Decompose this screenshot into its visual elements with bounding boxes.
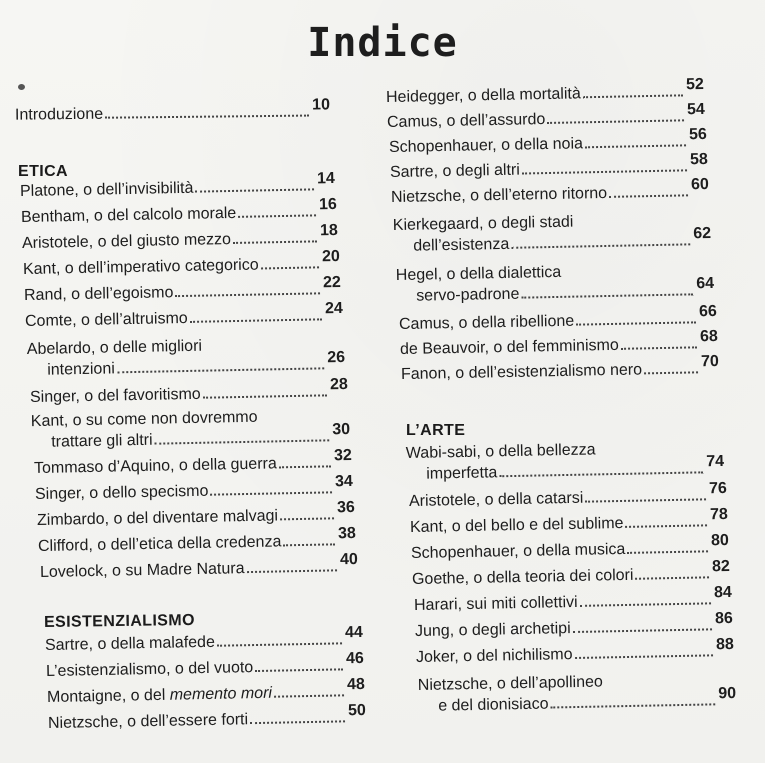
entry-page: 10 [312, 96, 331, 114]
toc-entry[interactable] [31, 405, 351, 453]
page-title: Indice [307, 20, 458, 66]
entry-title-line1: Abelardo, o delle migliori [26, 337, 203, 359]
toc-entry[interactable] [20, 195, 337, 228]
toc-entry[interactable] [33, 446, 352, 479]
entry-title: Clifford, o dell’etica della credenza [37, 533, 282, 556]
entry-title: Schopenhauer, o della noia [388, 135, 584, 157]
dot-leader [233, 240, 317, 244]
dot-leader [609, 194, 688, 198]
entry-title: Tommaso d’Aquino, o della guerra [33, 455, 277, 478]
toc-entry[interactable] [413, 583, 732, 616]
entry-page: 76 [708, 479, 727, 498]
toc-entry[interactable] [396, 259, 715, 307]
entry-title: Sartre, o della malafede [44, 633, 216, 655]
entry-page: 34 [334, 472, 353, 491]
dot-leader [547, 119, 684, 124]
entry-title-line2: e del dionisiaco [438, 695, 549, 715]
ink-speck [18, 84, 25, 90]
toc-entry[interactable] [45, 649, 364, 682]
entry-title: Comte, o dell’altruismo [24, 309, 188, 331]
dot-leader [210, 491, 332, 495]
entry-page: 62 [693, 224, 712, 243]
entry-page: 16 [318, 195, 337, 214]
toc-entry[interactable] [44, 623, 363, 656]
toc-entry[interactable] [409, 505, 728, 538]
entry-page: 22 [322, 273, 341, 292]
entry-title: Rand, o dell’egoismo [23, 284, 174, 305]
toc-entry-introduzione[interactable] [14, 96, 331, 125]
toc-entry[interactable] [21, 221, 338, 254]
dot-leader [583, 94, 683, 98]
toc-entry[interactable] [47, 701, 366, 734]
dot-leader [261, 266, 320, 269]
entry-page: 18 [319, 221, 338, 240]
entry-page: 32 [333, 446, 352, 465]
dot-leader [255, 668, 343, 672]
entry-title-line2: servo-padrone [416, 285, 520, 305]
dot-leader [175, 292, 320, 297]
entry-page: 38 [337, 524, 356, 543]
entry-page: 78 [709, 505, 728, 524]
entry-page: 28 [329, 375, 348, 394]
entry-page: 44 [344, 623, 363, 642]
toc-entry[interactable] [36, 498, 355, 531]
entry-page: 88 [715, 635, 734, 654]
entry-title: de Beauvoir, o del femminismo [399, 336, 619, 359]
toc-entry[interactable] [389, 150, 708, 183]
toc-entry[interactable] [23, 273, 341, 306]
entry-page: 80 [710, 531, 729, 550]
entry-title: Singer, o del favoritismo [29, 385, 201, 407]
entry-title: Goethe, o della teoria dei colori [411, 566, 634, 589]
toc-entry[interactable] [29, 375, 348, 408]
dot-leader [551, 703, 716, 708]
toc-entry[interactable] [46, 675, 365, 708]
toc-entry[interactable] [414, 609, 733, 642]
entry-page: 82 [711, 557, 730, 576]
dot-leader [511, 243, 690, 248]
dot-leader [521, 293, 693, 298]
entry-title-line1: Kierkegaard, o degli stadi [392, 213, 574, 235]
dot-leader [585, 144, 686, 148]
dot-leader [238, 214, 316, 217]
dot-leader [203, 394, 327, 398]
entry-title-line1: Kant, o su come non dovremmo [30, 408, 258, 431]
toc-entry[interactable] [27, 333, 346, 381]
entry-page: 66 [698, 302, 717, 321]
dot-leader [644, 371, 698, 374]
dot-leader [580, 602, 712, 607]
entry-title: Platone, o dell’invisibilità [19, 179, 194, 201]
entry-page: 70 [700, 352, 719, 371]
dot-leader [117, 367, 325, 373]
toc-entry[interactable] [34, 472, 353, 505]
entry-title: Harari, sui miti collettivi [413, 593, 578, 615]
dot-leader [217, 642, 342, 646]
toc-entry[interactable] [408, 479, 727, 512]
entry-title-line2: intenzioni [47, 360, 115, 379]
entry-page: 84 [713, 583, 732, 602]
entry-title [47, 683, 272, 708]
toc-entry[interactable] [39, 550, 358, 583]
toc-entry[interactable] [398, 302, 717, 335]
entry-title: Singer, o dello specismo [34, 482, 209, 504]
dot-leader [621, 346, 697, 349]
entry-title-prefix: Montaigne, o del [46, 686, 170, 707]
entry-page: 14 [316, 169, 335, 188]
entry-title: Kant, o del bello e del sublime [409, 514, 624, 537]
entry-title: Kant, o dell’imperativo categorico [22, 256, 259, 279]
entry-title-line2: dell’esistenza [413, 235, 510, 255]
dot-leader [573, 628, 713, 633]
dot-leader [247, 569, 338, 573]
entry-title: Joker, o del nichilismo [415, 646, 573, 667]
dot-leader [283, 543, 335, 546]
toc-entry[interactable] [410, 531, 729, 564]
entry-title: Lovelock, o su Madre Natura [39, 560, 245, 582]
entry-title: Nietzsche, o dell’essere forti [47, 711, 249, 733]
entry-title: Camus, o dell’assurdo [386, 111, 546, 132]
toc-entry[interactable] [418, 669, 737, 717]
entry-page: 46 [345, 649, 364, 668]
entry-page: 64 [696, 274, 715, 293]
entry-page: 56 [688, 125, 707, 144]
entry-title: L’esistenzialismo, o del vuoto [45, 659, 254, 681]
entry-title: Aristotele, o del giusto mezzo [21, 231, 232, 253]
entry-page: 24 [324, 299, 343, 318]
entry-title: Zimbardo, o del diventare malvagi [36, 507, 279, 530]
dot-leader [195, 188, 314, 192]
entry-page: 48 [346, 675, 365, 694]
entry-page: 86 [714, 609, 733, 628]
entry-page: 40 [339, 550, 358, 569]
toc-entry[interactable] [400, 352, 719, 385]
dot-leader [585, 498, 706, 502]
dot-leader [627, 550, 708, 554]
entry-page: 54 [686, 100, 705, 119]
toc-entry[interactable] [415, 635, 734, 668]
entry-page: 50 [347, 701, 366, 720]
section-heading-arte: L’ARTE [406, 422, 466, 439]
section-heading-esistenzialismo: ESISTENZIALISMO [43, 611, 196, 632]
toc-entry[interactable] [411, 557, 730, 590]
entry-page: 74 [706, 452, 725, 471]
entry-title-line2: trattare gli altri [51, 431, 153, 451]
entry-page: 60 [690, 175, 709, 194]
entry-page: 90 [718, 684, 737, 703]
entry-title: Introduzione [14, 105, 104, 124]
entry-page: 26 [327, 348, 346, 367]
dot-leader [279, 465, 331, 468]
dot-leader [274, 694, 344, 697]
entry-page: 20 [321, 247, 340, 266]
section-heading-etica: ETICA [18, 163, 68, 180]
dot-leader [575, 654, 714, 659]
entry-page: 52 [685, 75, 704, 94]
entry-title: Aristotele, o della catarsi [408, 489, 584, 511]
entry-title-line1: Wabi-sabi, o della bellezza [405, 441, 596, 463]
toc-entry[interactable] [406, 437, 725, 485]
dot-leader [250, 720, 345, 724]
entry-page: 68 [699, 327, 718, 346]
entry-page: 58 [689, 150, 708, 169]
entry-page: 36 [336, 498, 355, 517]
dot-leader [280, 517, 334, 520]
toc-entry[interactable] [385, 75, 704, 108]
toc-entry[interactable] [386, 100, 705, 133]
entry-title: Camus, o della ribellione [398, 312, 575, 334]
entry-title: Sartre, o degli altri [389, 161, 521, 182]
toc-entry[interactable] [390, 175, 709, 208]
toc-entry[interactable] [388, 125, 707, 158]
dot-leader [499, 471, 703, 477]
entry-title-italic: memento mori [169, 684, 273, 704]
entry-title: Schopenhauer, o della musica [410, 540, 626, 563]
dot-leader [636, 576, 710, 579]
dot-leader [155, 439, 330, 444]
entry-title: Fanon, o dell’esistenzialismo nero [400, 361, 643, 384]
dot-leader [522, 169, 687, 174]
toc-entry[interactable] [37, 524, 356, 557]
dot-leader [576, 321, 696, 325]
entry-title: Jung, o degli archetipi [414, 620, 571, 641]
dot-leader [190, 318, 322, 323]
entry-title-line1: Nietzsche, o dell’apollineo [417, 673, 603, 695]
toc-entry[interactable] [399, 327, 718, 360]
entry-title: Bentham, o del calcolo morale [20, 204, 237, 227]
toc-entry[interactable] [393, 209, 712, 257]
toc-entry[interactable] [24, 299, 343, 332]
entry-title: Heidegger, o della mortalità [385, 85, 581, 107]
dot-leader [626, 524, 708, 528]
entry-page: 30 [332, 420, 351, 439]
entry-title-line1: Hegel, o della dialettica [395, 263, 562, 285]
dot-leader [105, 115, 309, 119]
entry-title-line2: imperfetta [426, 464, 498, 483]
entry-title: Nietzsche, o dell’eterno ritorno [390, 184, 608, 207]
toc-entry[interactable] [22, 247, 340, 280]
